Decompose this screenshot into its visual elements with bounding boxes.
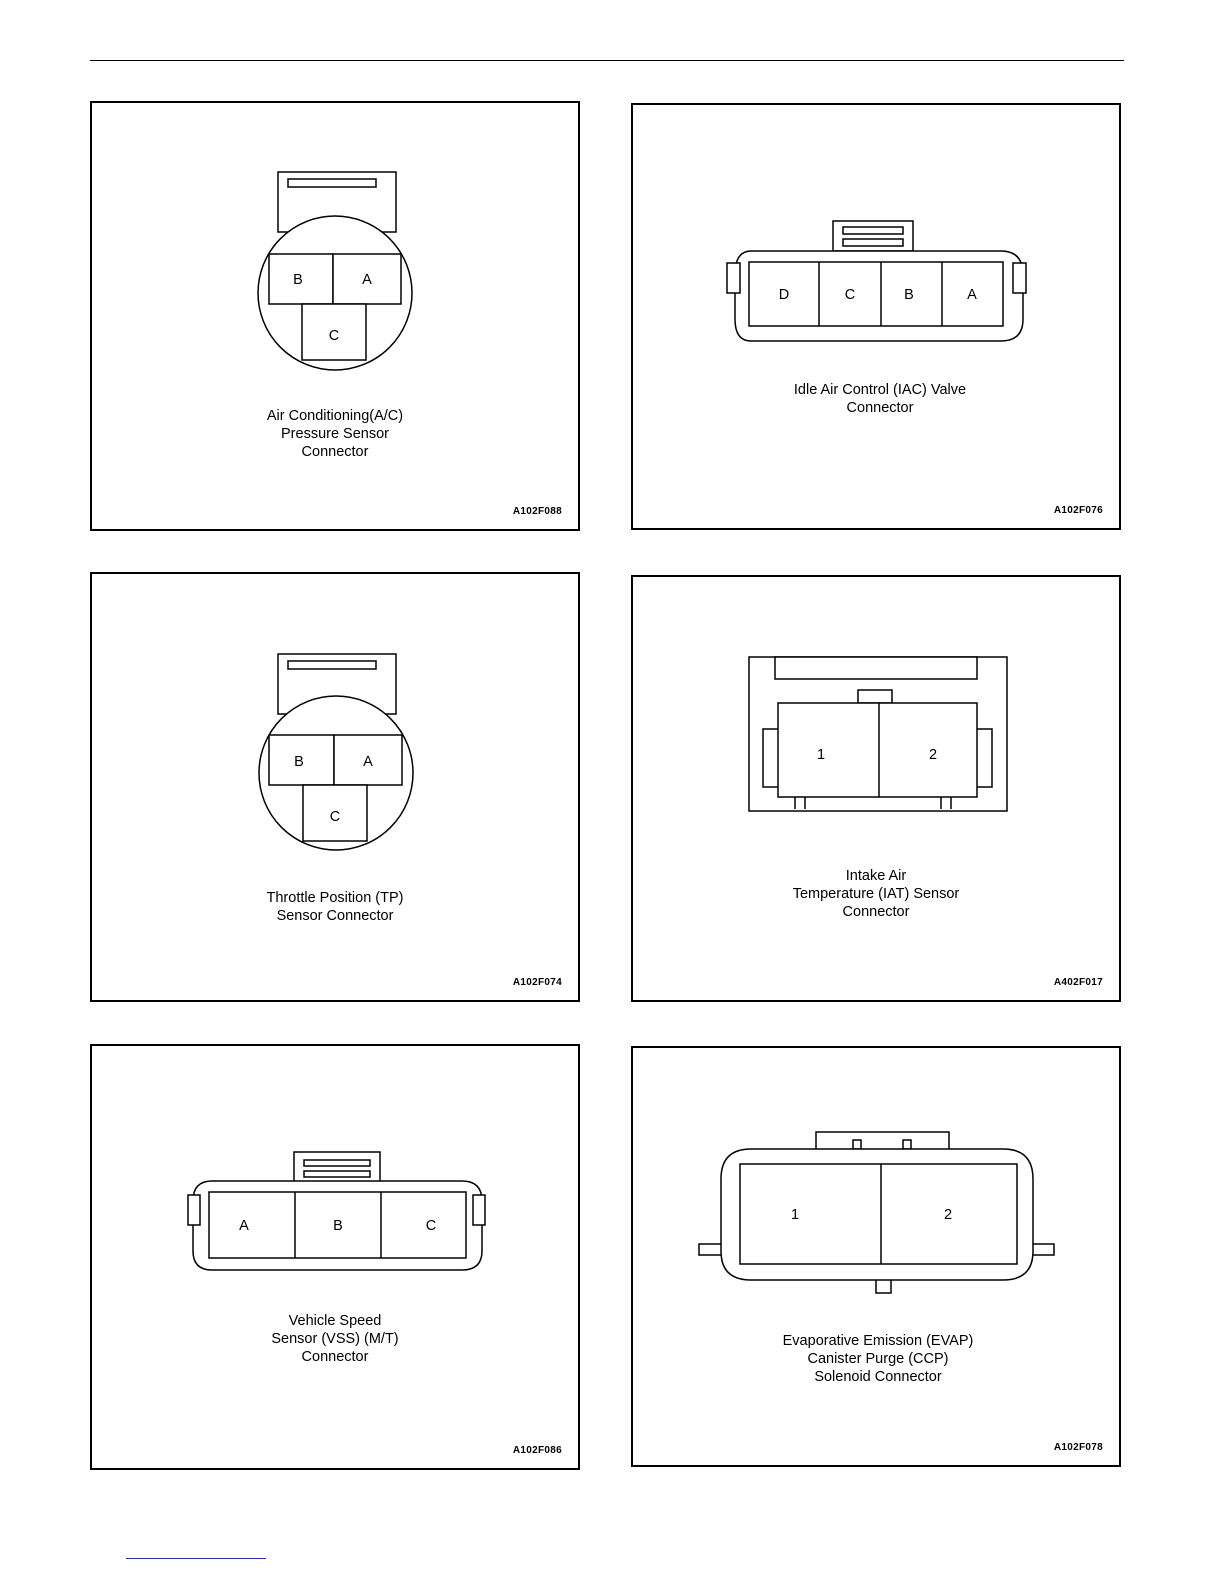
- footer-link-rule: [126, 1558, 266, 1559]
- pin-label: C: [329, 809, 341, 825]
- header-rule: [90, 60, 1124, 61]
- pin-label: C: [844, 287, 856, 303]
- panel-iat-sensor: [631, 575, 1121, 1002]
- pin-label: D: [778, 287, 790, 303]
- pin-block: [740, 1164, 1017, 1264]
- panel-evap-ccp: [631, 1046, 1121, 1467]
- figure-id: A402F017: [1053, 977, 1103, 988]
- figure-id: A102F086: [512, 1445, 562, 1456]
- connector-latch-slot: [288, 661, 376, 669]
- pin-label: 1: [816, 747, 826, 763]
- connector-latch-slot: [304, 1171, 370, 1177]
- side-tab: [763, 729, 779, 787]
- pin-label: C: [425, 1218, 437, 1234]
- ac-pressure-connector-drawing: [92, 103, 582, 533]
- figure-id: A102F088: [512, 506, 562, 517]
- side-tab: [727, 263, 740, 293]
- side-tab: [473, 1195, 485, 1225]
- iat-connector-drawing: [633, 577, 1123, 1004]
- tp-connector-drawing: [92, 574, 582, 1004]
- side-tab: [188, 1195, 200, 1225]
- connector-caption: Vehicle Speed Sensor (VSS) (M/T) Connector: [271, 1313, 399, 1365]
- panel-tp-sensor: [90, 572, 580, 1002]
- panel-ac-pressure-sensor: [90, 101, 580, 531]
- pin-block: [778, 703, 977, 797]
- pin-label: 2: [928, 747, 938, 763]
- connector-caption: Evaporative Emission (EVAP) Canister Purge (CCP) Solenoid Connector: [782, 1333, 974, 1385]
- side-tab: [976, 729, 992, 787]
- side-tab: [1013, 263, 1026, 293]
- pin-label: A: [239, 1218, 249, 1234]
- pin-label: A: [967, 287, 977, 303]
- pin-label: C: [328, 328, 340, 344]
- panel-iac-valve: [631, 103, 1121, 530]
- pin-label: B: [293, 272, 303, 288]
- figure-id: A102F078: [1053, 1442, 1103, 1453]
- iac-connector-drawing: [633, 105, 1123, 532]
- pin-label: A: [363, 754, 373, 770]
- connector-top-bar: [775, 657, 977, 679]
- connector-latch-slot: [288, 179, 376, 187]
- vss-connector-drawing: [92, 1046, 582, 1472]
- panel-vss: [90, 1044, 580, 1470]
- latch-notch: [853, 1140, 861, 1149]
- connector-latch-housing: [816, 1132, 949, 1149]
- connector-latch-slot: [304, 1160, 370, 1166]
- figure-id: A102F074: [512, 977, 562, 988]
- pin-label: 1: [790, 1207, 800, 1223]
- connector-caption: Throttle Position (TP) Sensor Connector: [266, 890, 404, 924]
- pin-label: B: [294, 754, 304, 770]
- latch-notch: [903, 1140, 911, 1149]
- pin-label: B: [904, 287, 914, 303]
- pin-label: 2: [943, 1207, 953, 1223]
- connector-latch: [858, 690, 892, 703]
- pin-label: B: [333, 1218, 343, 1234]
- connector-latch-slot: [843, 227, 903, 234]
- connector-latch-slot: [843, 239, 903, 246]
- evap-connector-drawing: [633, 1048, 1123, 1469]
- connector-caption: Air Conditioning(A/C) Pressure Sensor Connector: [266, 408, 404, 460]
- connector-caption: Idle Air Control (IAC) Valve Connector: [793, 382, 967, 416]
- pin-label: A: [362, 272, 372, 288]
- figure-id: A102F076: [1053, 505, 1103, 516]
- connector-caption: Intake Air Temperature (IAT) Sensor Connector: [792, 868, 960, 920]
